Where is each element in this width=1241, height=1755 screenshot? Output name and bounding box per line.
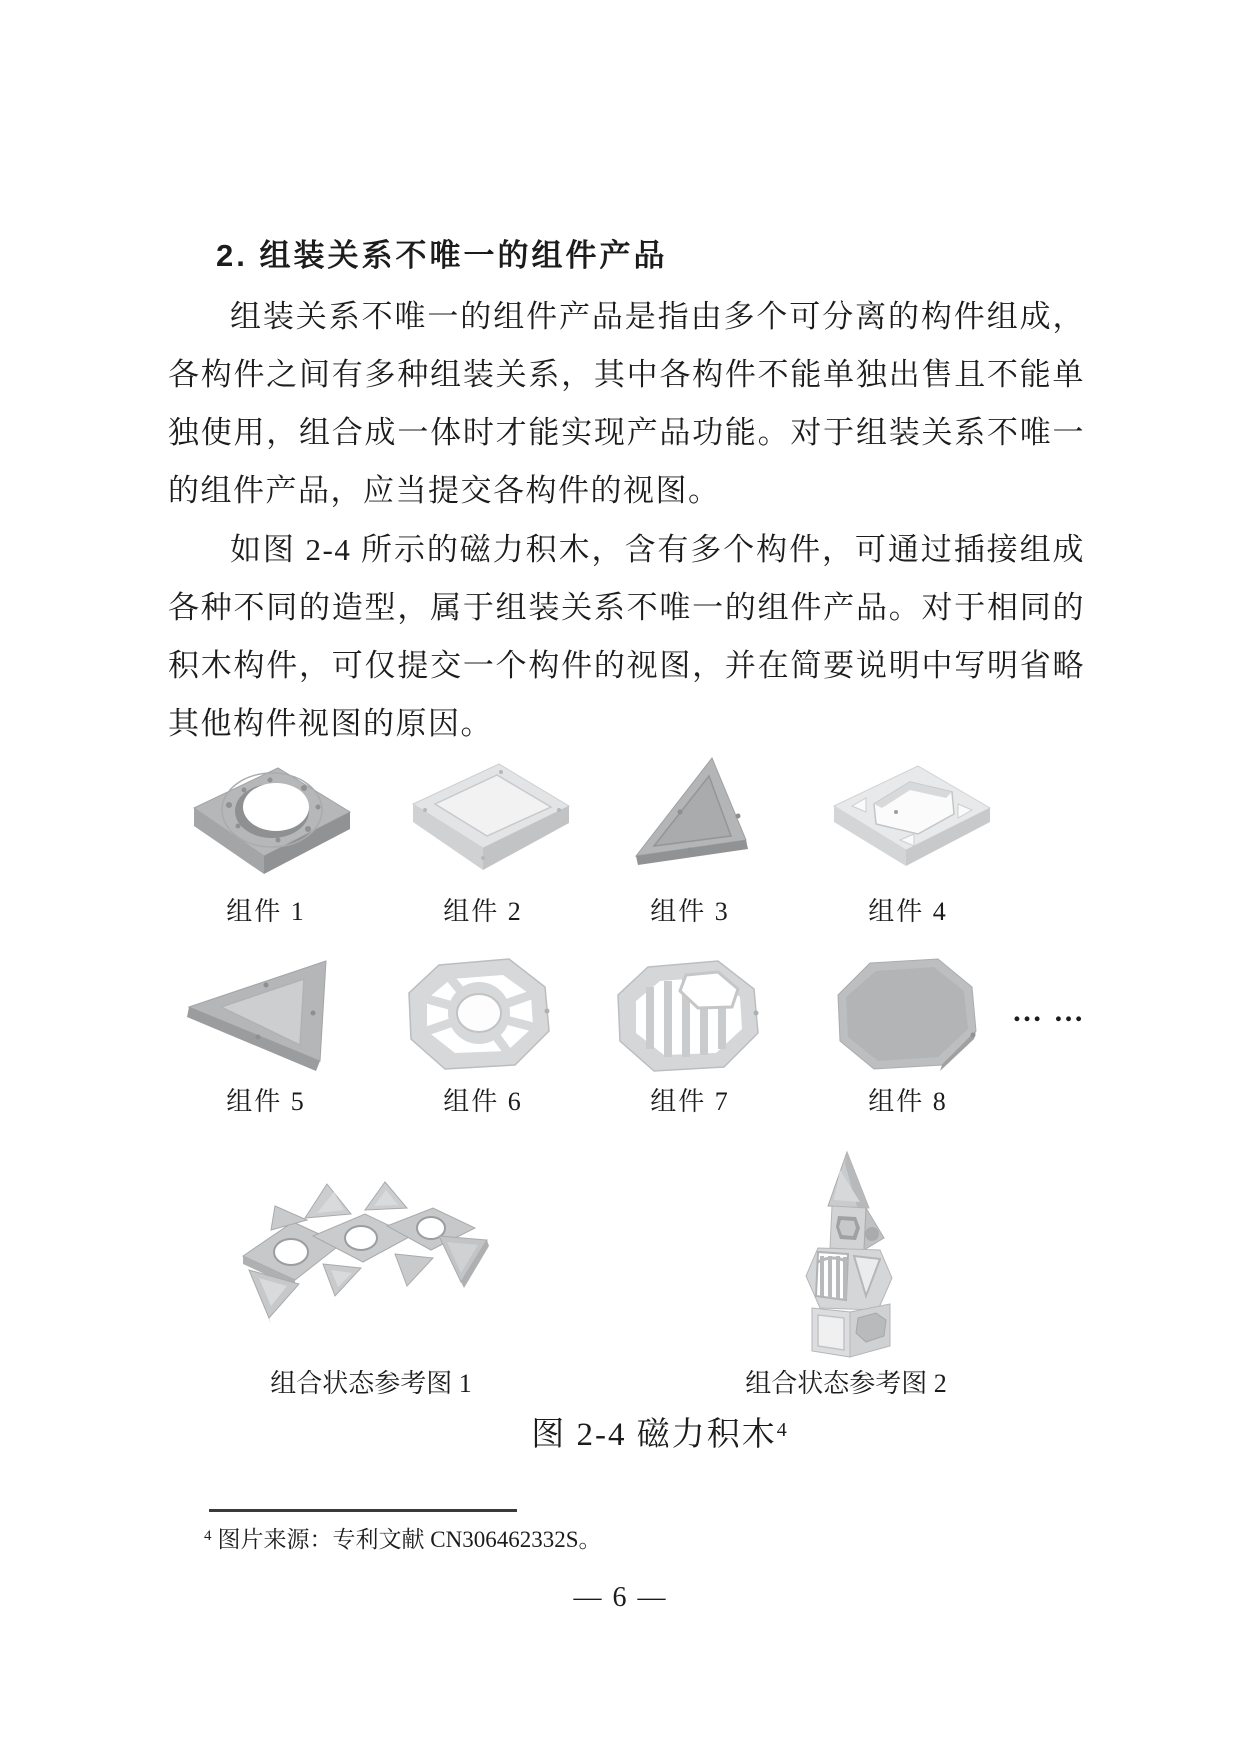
more-components-ellipsis: … … [1012, 995, 1086, 1028]
paragraph-line: 积木构件，可仅提交一个构件的视图，并在简要说明中写明省略 [168, 648, 1085, 683]
figure-caption-text: 图 2-4 磁力积木 [531, 1417, 777, 1453]
assembly-2-image [790, 1150, 910, 1365]
paragraph-line: 的组件产品，应当提交各构件的视图。 [168, 473, 721, 508]
paragraph-line: 独使用，组合成一体时才能实现产品功能。对于组装关系不唯一 [168, 415, 1085, 450]
component-2-image [383, 752, 583, 892]
paragraph-1 [168, 288, 1085, 520]
section-heading: 2. 组装关系不唯一的组件产品 [216, 238, 668, 273]
footnote-marker: 4 [204, 1528, 212, 1544]
paragraph-line: 各种不同的造型，属于组装关系不唯一的组件产品。对于相同的 [168, 590, 1085, 625]
component-7-image [590, 945, 790, 1085]
octagon-plate-icon [808, 945, 1008, 1085]
page-number: — 6 — [573, 1582, 668, 1613]
paragraph-2 [168, 521, 1085, 753]
rectangular-frame-hex-hole-icon [808, 752, 1008, 892]
octagon-cage-bars-icon [590, 945, 790, 1085]
paragraph-line: 组装关系不唯一的组件产品是指由多个可分离的构件组成， [230, 299, 1085, 334]
footnote [204, 1518, 602, 1558]
assembly-1-label: 组合状态参考图 1 [270, 1369, 472, 1398]
component-5-label: 组件 5 [226, 1087, 306, 1116]
figure-caption-footnote-ref: 4 [776, 1419, 789, 1441]
component-4-image [808, 752, 1008, 892]
footnote-text: 图片来源：专利文献 CN306462332S。 [217, 1527, 602, 1552]
component-2-label: 组件 2 [443, 897, 523, 926]
paragraph-line: 如图 2-4 所示的磁力积木，含有多个构件，可通过插接组成 [230, 532, 1085, 567]
component-5-image [166, 945, 366, 1085]
paragraph-line: 各构件之间有多种组装关系，其中各构件不能单独出售且不能单 [168, 357, 1085, 392]
component-6-label: 组件 6 [443, 1087, 523, 1116]
octagon-ring-wheel-icon [383, 945, 583, 1085]
tall-triangle-plate-icon [590, 752, 790, 892]
flat-cluster-assembly-icon [235, 1178, 505, 1328]
figure-caption [200, 1408, 1120, 1457]
component-3-image [590, 752, 790, 892]
component-7-label: 组件 7 [650, 1087, 730, 1116]
component-8-image [808, 945, 1008, 1085]
component-1-image [166, 752, 366, 892]
component-8-label: 组件 8 [868, 1087, 948, 1116]
rectangular-tray-icon [383, 752, 583, 892]
assembly-1-image [235, 1178, 505, 1328]
rocket-tower-assembly-icon [790, 1150, 910, 1365]
component-3-label: 组件 3 [650, 897, 730, 926]
square-plate-round-hole-icon [166, 752, 366, 892]
paragraph-line: 其他构件视图的原因。 [168, 706, 493, 741]
component-4-label: 组件 4 [868, 897, 948, 926]
footnote-separator [209, 1509, 517, 1512]
component-1-label: 组件 1 [226, 897, 306, 926]
flat-triangle-plate-icon [166, 945, 366, 1085]
component-6-image [383, 945, 583, 1085]
assembly-2-label: 组合状态参考图 2 [745, 1369, 947, 1398]
